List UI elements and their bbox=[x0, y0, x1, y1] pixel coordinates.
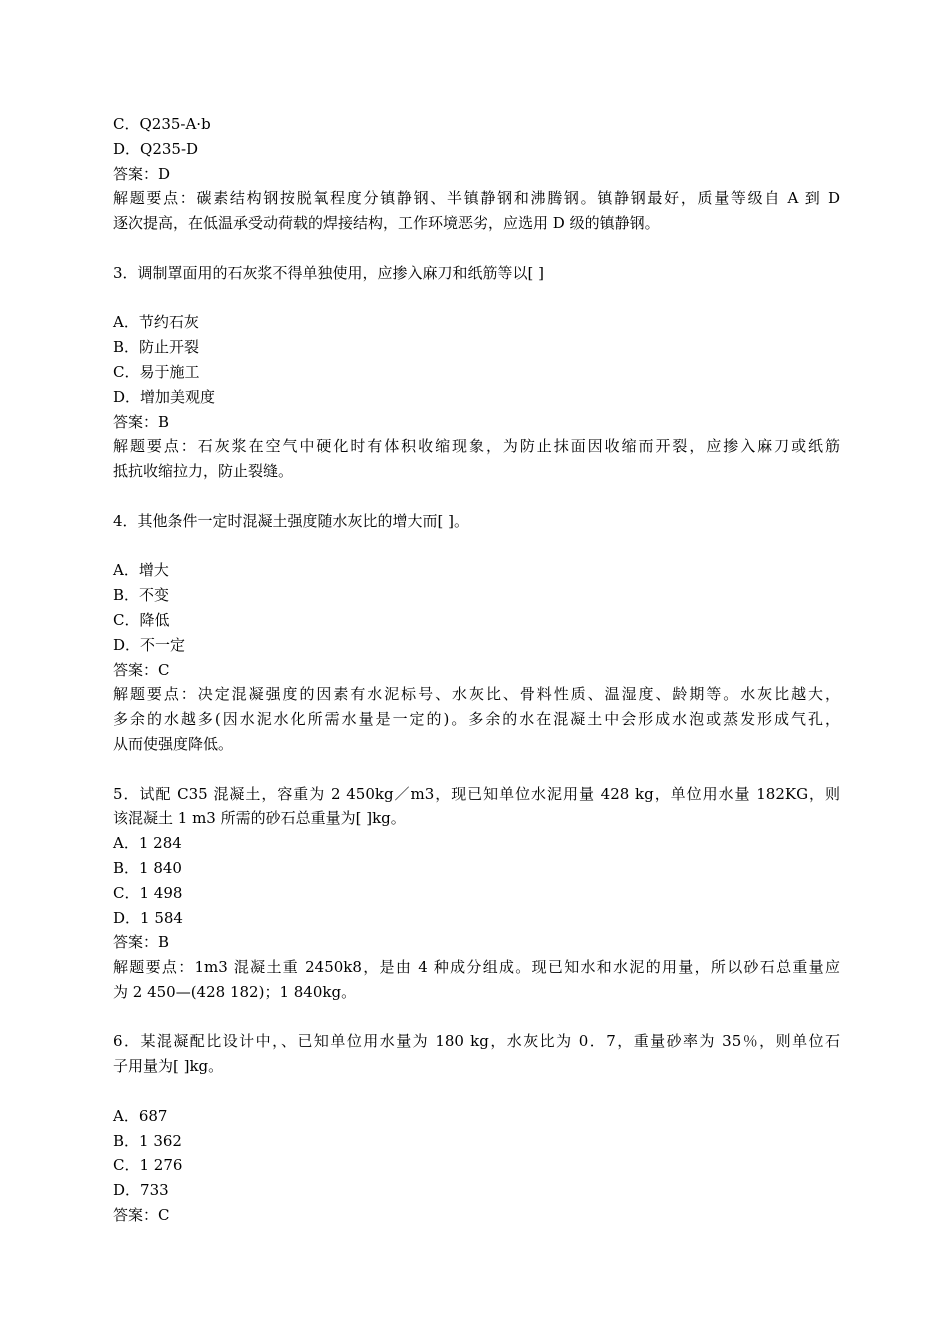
option-d-q235-d: D．Q235-D bbox=[113, 139, 199, 158]
q3-option-b: B．防止开裂 bbox=[113, 338, 200, 357]
q4-option-b: B．不变 bbox=[113, 586, 170, 605]
q4-option-a: A．增大 bbox=[113, 561, 169, 580]
answer-q3: 答案：B bbox=[113, 412, 170, 431]
explanation-q4-line3: 从而使强度降低。 bbox=[113, 734, 234, 753]
spacer bbox=[113, 1079, 840, 1104]
spacer bbox=[113, 534, 840, 559]
explanation-q2-line1: 解题要点：碳素结构钢按脱氧程度分镇静钢、半镇静钢和沸腾钢。镇静钢最好，质量等级自 A 到 D bbox=[113, 189, 840, 208]
explanation-q4-line1: 解题要点：决定混凝强度的因素有水泥标号、水灰比、骨料性质、温湿度、龄期等。水灰比越大， bbox=[113, 685, 840, 704]
q5-option-b: B．1 840 bbox=[113, 858, 182, 877]
explanation-q3-line1: 解题要点：石灰浆在空气中硬化时有体积收缩现象，为防止抹面因收缩而开裂，应掺入麻刀或纸筋 bbox=[113, 437, 840, 456]
explanation-q3-line2: 抵抗收缩拉力，防止裂缝。 bbox=[113, 462, 294, 481]
answer-q4: 答案：C bbox=[113, 660, 170, 679]
explanation-q5-line2: 为 2 450—(428 182)；1 840kg。 bbox=[113, 982, 357, 1001]
q3-option-d: D．增加美观度 bbox=[113, 387, 216, 406]
spacer bbox=[113, 236, 840, 261]
spacer bbox=[113, 757, 840, 782]
q3-option-a: A．节约石灰 bbox=[113, 313, 199, 332]
q6-option-b: B．1 362 bbox=[113, 1131, 182, 1150]
q5-option-a: A．1 284 bbox=[113, 834, 182, 853]
q6-option-c: C．1 276 bbox=[113, 1156, 183, 1175]
spacer bbox=[113, 484, 840, 509]
q3-option-c: C．易于施工 bbox=[113, 362, 200, 381]
q4-option-d: D．不一定 bbox=[113, 635, 186, 654]
option-c-q235-a-b: C．Q235-A·b bbox=[113, 115, 211, 133]
answer-q6: 答案：C bbox=[113, 1206, 170, 1225]
q4-option-c: C．降低 bbox=[113, 610, 170, 629]
document-page bbox=[113, 112, 840, 1228]
spacer bbox=[113, 286, 840, 311]
explanation-q4-line2: 多余的水越多(因水泥水化所需水量是一定的)。多余的水在混凝土中会形成水泡或蒸发形成气孔， bbox=[113, 710, 840, 729]
spacer bbox=[113, 1005, 840, 1030]
question-6-line1: 6．某混凝配比设计中，、已知单位用水量为 180 kg，水灰比为 0．7，重量砂率为 35％，则单位石 bbox=[113, 1032, 840, 1051]
q5-option-c: C．1 498 bbox=[113, 883, 183, 902]
q5-option-d: D．1 584 bbox=[113, 908, 183, 927]
question-6-line2: 子用量为[ ]kg。 bbox=[113, 1057, 224, 1076]
answer-q2: 答案：D bbox=[113, 164, 171, 183]
q6-option-a: A．687 bbox=[113, 1106, 168, 1125]
explanation-q5-line1: 解题要点：1m3 混凝土重 2450k8，是由 4 种成分组成。现已知水和水泥的用量，所以砂石总重量应 bbox=[113, 958, 840, 977]
answer-q5: 答案：B bbox=[113, 933, 170, 952]
question-4: 4．其他条件一定时混凝土强度随水灰比的增大而[ ]。 bbox=[113, 511, 470, 530]
explanation-q2-line2: 逐次提高，在低温承受动荷载的焊接结构，工作环境恶劣，应选用 D 级的镇静钢。 bbox=[113, 214, 660, 233]
question-5-line1: 5．试配 C35 混凝土，容重为 2 450kg／m3，现已知单位水泥用量 428 kg，单位用水量 182KG，则 bbox=[113, 784, 840, 803]
question-5-line2: 该混凝土 1 m3 所需的砂石总重量为[ ]kg。 bbox=[113, 809, 406, 828]
question-3: 3．调制罩面用的石灰浆不得单独使用，应掺入麻刀和纸筋等以[ ] bbox=[113, 263, 545, 282]
q6-option-d: D．733 bbox=[113, 1181, 169, 1200]
